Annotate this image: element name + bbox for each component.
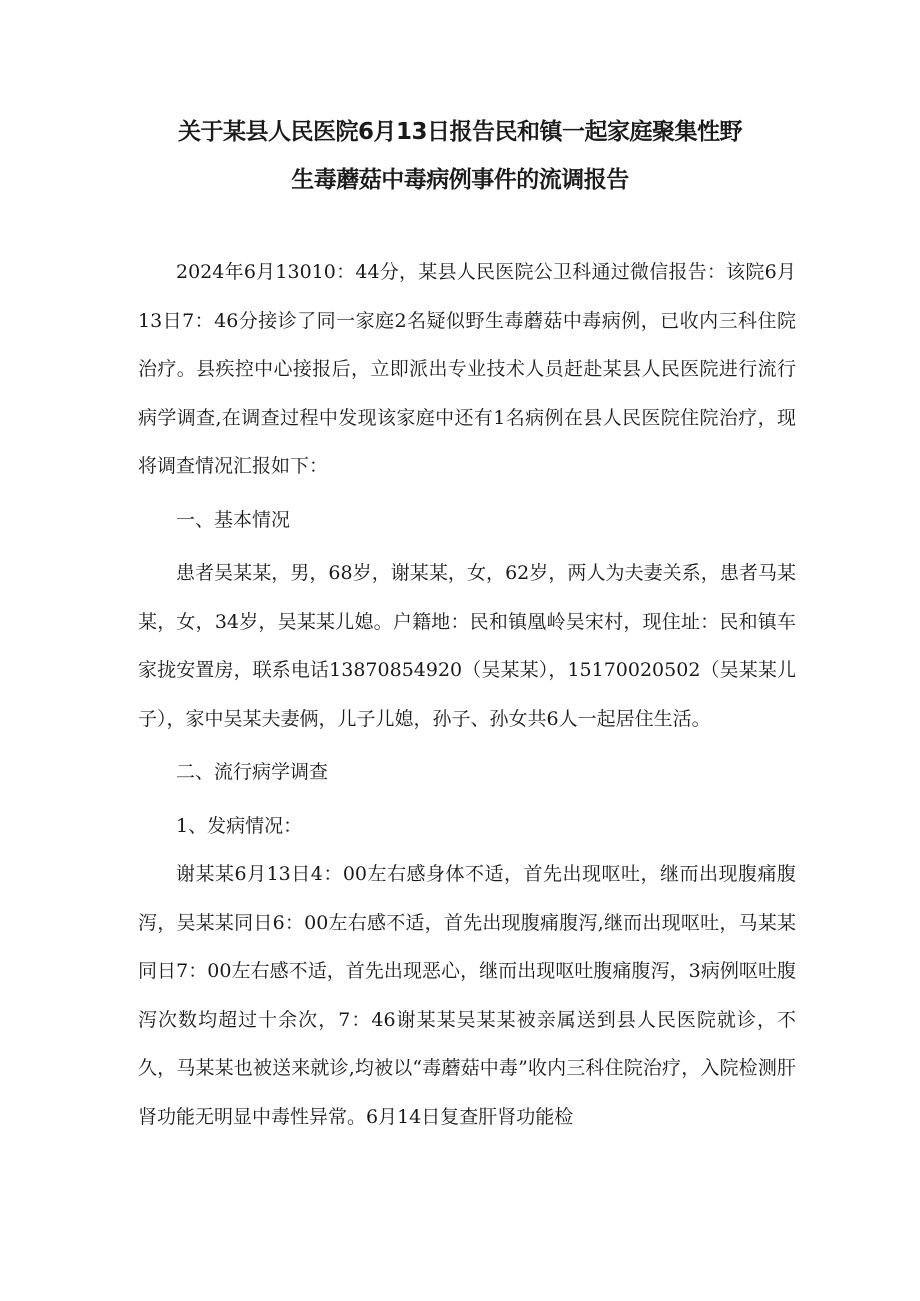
section-heading-epidemiology: 二、流行病学调查 bbox=[176, 761, 329, 783]
onset-paragraph: 谢某某6月13日4：00左右感身体不适，首先出现呕吐，继而出现腹痛腹泻，吴某某同日6：00左右感不适，首先出现腹痛腹泻,继而出现呕吐，马某某同日7：00左右感不适，首先出现恶心，继而出现呕吐腹痛腹泻，3病例呕吐腹泻次数均超过十余次，7：46谢某某吴某某被亲属送到县人民医院就诊，不久，马某某也被送来就诊,均被以“毒蘑菇中毒”收内三科住院治疗，入院检测肝肾功能无明显中毒性异常。6月14日复查肝肾功能检 bbox=[138, 863, 796, 1128]
document-body bbox=[138, 248, 796, 1141]
basic-info-paragraph: 患者吴某某，男，68岁，谢某某，女，62岁，两人为夫妻关系，患者马某某，女，34岁，吴某某儿媳。户籍地：民和镇凰岭吴宋村，现住址：民和镇车家拢安置房，联系电话13870854920（吴某某），15170020502（吴某某儿子），家中吴某夫妻俩，儿子儿媳，孙子、孙女共6人一起居住生活。 bbox=[138, 562, 796, 730]
section-heading-basic-info: 一、基本情况 bbox=[176, 508, 291, 531]
document-title bbox=[110, 108, 810, 204]
title-line-1: 关于某县人民医院6月13日报告民和镇一起家庭聚集性野 bbox=[177, 119, 742, 145]
title-line-2: 生毒蘑菇中毒病例事件的流调报告 bbox=[291, 167, 629, 193]
subsection-heading-onset: 1、发病情况： bbox=[176, 814, 303, 837]
intro-paragraph: 2024年6月13010：44分，某县人民医院公卫科通过微信报告：该院6月13日7：46分接诊了同一家庭2名疑似野生毒蘑菇中毒病例，已收内三科住院治疗。县疾控中心接报后，立即派出专业技术人员赶赴某县人民医院进行流行病学调查,在调查过程中发现该家庭中还有1名病例在县人民医院住院治疗，现将调查情况汇报如下： bbox=[138, 261, 796, 477]
